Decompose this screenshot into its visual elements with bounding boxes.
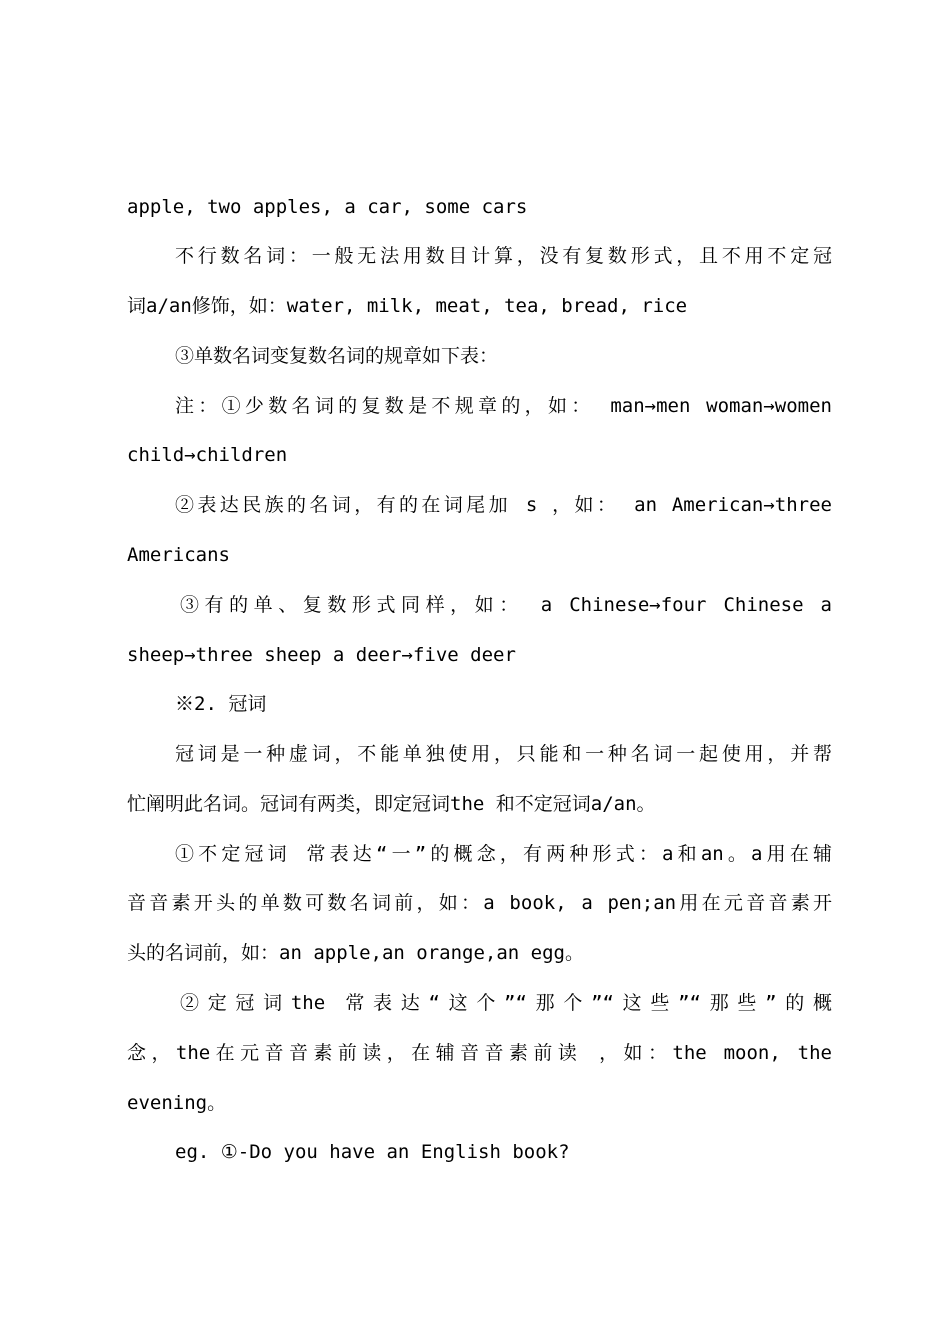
text-line: ③单数名词变复数名词的规章如下表： bbox=[175, 345, 499, 367]
text-line: ①不定冠词 常表达“一”的概念，有两种形式：a和an。a用在辅 bbox=[175, 843, 832, 865]
text-line: evening。 bbox=[127, 1092, 227, 1114]
text-line: 头的名词前，如：an apple,an orange,an egg。 bbox=[127, 942, 584, 964]
text-line: 词a/an修饰，如：water, milk, meat, tea, bread, rice bbox=[127, 295, 688, 317]
text-line: ②表达民族的名词，有的在词尾加 s ，如： an American→three bbox=[175, 494, 832, 516]
text-line: 音音素开头的单数可数名词前，如：a book, a pen;an用在元音音素开 bbox=[127, 892, 832, 914]
section-heading: ※2. 冠词 bbox=[175, 693, 267, 715]
text-line: 忙阐明此名词。冠词有两类，即定冠词the 和不定冠词a/an。 bbox=[127, 793, 656, 815]
text-line: 念，the在元音音素前读，在辅音音素前读 ，如：the moon, the bbox=[127, 1042, 832, 1064]
text-line: 不行数名词：一般无法用数目计算，没有复数形式，且不用不定冠 bbox=[175, 245, 832, 267]
text-line: apple, two apples, a car, some cars bbox=[127, 196, 528, 218]
text-line: ③有的单、复数形式同样，如： a Chinese→four Chinese a bbox=[180, 594, 832, 616]
text-line: ②定冠词the 常表达“这个”“那个”“这些”“那些”的概 bbox=[180, 992, 832, 1014]
text-line: 注：①少数名词的复数是不规章的，如： man→men woman→women bbox=[175, 395, 832, 417]
text-line: Americans bbox=[127, 544, 230, 566]
text-line: child→children bbox=[127, 444, 288, 466]
text-line: sheep→three sheep a deer→five deer bbox=[127, 644, 516, 666]
text-line: 冠词是一种虚词，不能单独使用，只能和一种名词一起使用，并帮 bbox=[175, 743, 832, 765]
example-line: eg. ①-Do you have an English book? bbox=[175, 1141, 570, 1163]
